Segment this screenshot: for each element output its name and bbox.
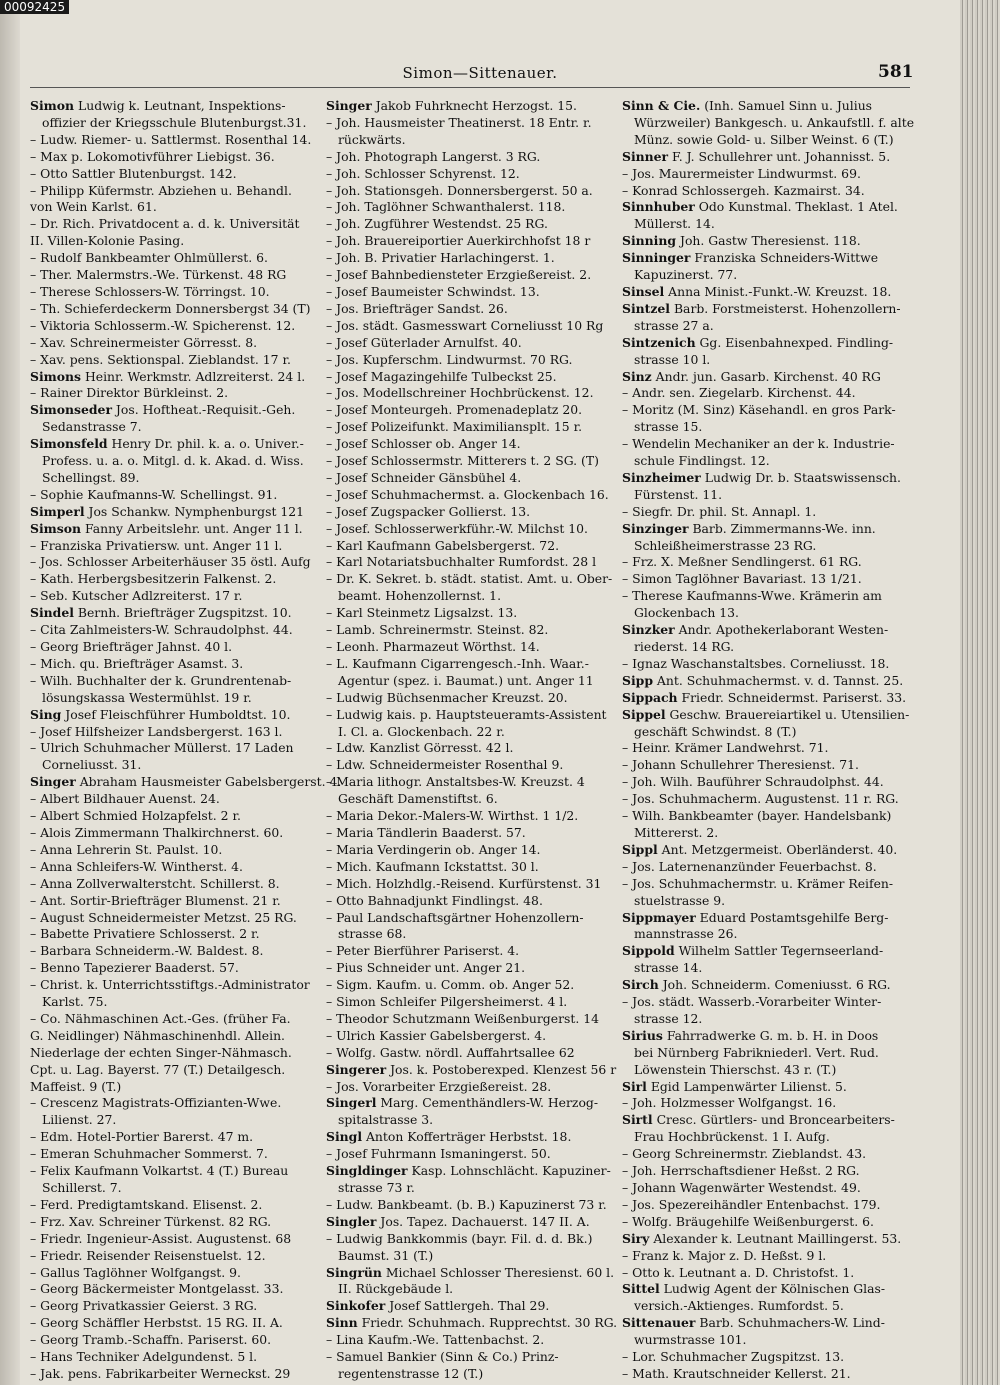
directory-entry-line: – Simon Schleifer Pilgersheimerst. 4 l. (326, 994, 568, 1010)
directory-entry-line: Sinkofer Josef Sattlergeh. Thal 29. (326, 1298, 550, 1314)
directory-entry-line: Singrün Michael Schlosser Theresienst. 60 l. (326, 1264, 615, 1280)
directory-entry-line: – Franz k. Major z. D. Heßst. 9 l. (622, 1247, 827, 1263)
directory-entry-line: – Josef Schlosser ob. Anger 14. (326, 436, 521, 452)
directory-entry-line: – Wolfg. Gastw. nördl. Auffahrtsallee 62 (326, 1044, 575, 1060)
directory-entry-line: – Crescenz Magistrats-Offizianten-Wwe. (30, 1095, 282, 1111)
directory-entry-line: – Karl Steinmetz Ligsalzst. 13. (326, 605, 518, 621)
directory-entry-line: versich.-Aktienges. Rumfordst. 5. (634, 1298, 844, 1314)
image-id-label: 00092425 (0, 0, 69, 14)
column-3 (622, 98, 917, 1381)
directory-entry-line: – Otto Bahnadjunkt Findlingst. 48. (326, 892, 543, 908)
directory-entry-line: Maffeist. 9 (T.) (30, 1078, 122, 1094)
directory-entry-line: – Jak. pens. Fabrikarbeiter Werneckst. 29 (30, 1365, 291, 1381)
directory-entry-line: Schleißheimerstrasse 23 RG. (634, 537, 817, 553)
directory-entry-line: Sinzheimer Ludwig Dr. b. Staatswissensch. (622, 469, 901, 485)
directory-entry-line: spitalstrasse 3. (338, 1112, 434, 1128)
directory-entry-line: – Samuel Bankier (Sinn & Co.) Prinz- (326, 1349, 559, 1365)
directory-entry-line: – Babette Privatiere Schlosserst. 2 r. (30, 926, 260, 942)
directory-entry-line: Singldinger Kasp. Lohnschlächt. Kapuziner- (326, 1163, 611, 1179)
directory-entry-line: mannstrasse 26. (634, 926, 738, 942)
directory-entry-line: – Lor. Schuhmacher Zugspitzst. 13. (622, 1349, 845, 1365)
directory-entry-line: – Viktoria Schlosserm.-W. Spicherenst. 12. (30, 317, 296, 333)
directory-entry-line: – Hans Techniker Adelgundenst. 5 l. (30, 1349, 258, 1365)
directory-entry-line: Sinzinger Barb. Zimmermanns-We. inn. (622, 520, 876, 536)
directory-entry-line: Profess. u. a. o. Mitgl. d. k. Akad. d. Wiss. (42, 453, 304, 469)
directory-entry-line: – Moritz (M. Sinz) Käsehandl. en gros Park- (622, 402, 896, 418)
directory-entry-line: – Frz. Xav. Schreiner Türkenst. 82 RG. (30, 1213, 272, 1229)
directory-entry-line: – Josef Monteurgeh. Promenadeplatz 20. (326, 402, 583, 418)
directory-entry-line: – Jos. Spezereihändler Entenbachst. 179. (622, 1196, 881, 1212)
directory-entry-line: – Joh. Stationsgeh. Donnersbergerst. 50 a. (326, 182, 593, 198)
directory-entry-line: – Maria Verdingerin ob. Anger 14. (326, 841, 541, 857)
directory-entry-line: – Ludwig Büchsenmacher Kreuzst. 20. (326, 689, 568, 705)
directory-entry-line: Löwenstein Thierschst. 43 r. (T.) (634, 1061, 837, 1077)
directory-entry-line: – Sigm. Kaufm. u. Comm. ob. Anger 52. (326, 977, 575, 993)
directory-entry-line: Geschäft Damenstiftst. 6. (338, 791, 498, 807)
directory-entry-line: beamt. Hohenzollernst. 1. (338, 588, 502, 604)
directory-entry-line: – Maria lithogr. Anstaltsbes-W. Kreuzst. 4 (326, 774, 585, 790)
directory-entry-line: Simonsfeld Henry Dr. phil. k. a. o. Univer.- (30, 436, 304, 452)
directory-entry-line: – Leonh. Pharmazeut Wörthst. 14. (326, 639, 540, 654)
directory-entry-line: – Friedr. Reisender Reisenstuelst. 12. (30, 1247, 266, 1263)
directory-entry-line: Mittererst. 2. (634, 824, 719, 840)
directory-entry-line: – Jos. Schuhmacherm. Augustenst. 11 r. RG. (622, 791, 899, 807)
directory-entry-line: G. Neidlinger) Nähmaschinenhdl. Allein. (30, 1027, 285, 1043)
directory-entry-line: Sinzker Andr. Apothekerlaborant Westen- (622, 622, 889, 638)
directory-entry-line: – Theodor Schutzmann Weißenburgerst. 14 (326, 1010, 599, 1026)
directory-entry-line: schule Findlingst. 12. (634, 453, 770, 469)
directory-entry-line: bei Nürnberg Fabrikniederl. Vert. Rud. (634, 1044, 879, 1060)
directory-entry-line: geschäft Schwindst. 8 (T.) (634, 723, 797, 739)
directory-entry-line: Sinninger Franziska Schneiders-Wittwe (622, 250, 879, 266)
directory-entry-line: – Mich. Holzhdlg.-Reisend. Kurfürstenst. 31 (326, 875, 602, 891)
directory-entry-line: – Josef Zugspacker Gollierst. 13. (326, 503, 531, 519)
directory-entry-line: Glockenbach 13. (634, 605, 739, 621)
directory-entry-line: Sedanstrasse 7. (42, 419, 142, 435)
directory-entry-line: Schillerst. 7. (42, 1180, 122, 1195)
directory-entry-line: – Ther. Malermstrs.-We. Türkenst. 48 RG (30, 267, 287, 283)
directory-entry-line: – L. Kaufmann Cigarrengesch.-Inh. Waar.- (326, 655, 589, 671)
directory-entry-line: – Mich. qu. Briefträger Asamst. 3. (30, 655, 244, 671)
directory-entry-line: Würzweiler) Bankgesch. u. Ankaufstll. f. alte (634, 114, 915, 130)
directory-entry-line: – Paul Landschaftsgärtner Hohenzollern- (326, 909, 584, 925)
directory-entry-line: – Dr. Rich. Privatdocent a. d. k. Universität (30, 216, 300, 232)
directory-entry-line: Sipp Ant. Schuhmachermst. v. d. Tannst. 25. (622, 672, 904, 688)
directory-entry-line: – Georg Schreinermstr. Zieblandst. 43. (622, 1146, 867, 1162)
directory-entry-line: Sinz Andr. jun. Gasarb. Kirchenst. 40 RG (622, 368, 881, 384)
directory-entry-line: – Ldw. Kanzlist Görresst. 42 l. (326, 740, 514, 756)
directory-entry-line: Singl Anton Kofferträger Herbstst. 18. (326, 1129, 572, 1145)
directory-entry-line: – Wolfg. Bräugehilfe Weißenburgerst. 6. (622, 1213, 874, 1229)
directory-entry-line: – Simon Taglöhner Bavariast. 13 1/21. (622, 571, 862, 587)
directory-entry-line: – Josef Hilfsheizer Landsbergerst. 163 l. (30, 723, 283, 739)
directory-entry-line: – Josef Bahnbediensteter Erzgießereist. 2. (326, 267, 592, 283)
directory-entry-line: – Xav. Schreinermeister Görresst. 8. (30, 334, 258, 350)
directory-entry-line: – Johann Wagenwärter Westendst. 49. (622, 1180, 861, 1195)
directory-entry-line: – Albert Bildhauer Auenst. 24. (30, 791, 220, 807)
directory-entry-line: – Otto k. Leutnant a. D. Christofst. 1. (622, 1264, 855, 1280)
directory-entry-line: – Ferd. Predigtamtskand. Elisenst. 2. (30, 1196, 263, 1212)
directory-entry-line: – Therese Kaufmanns-Wwe. Krämerin am (622, 588, 882, 604)
directory-entry-line: Simons Heinr. Werkmstr. Adlzreiterst. 24 l. (30, 368, 306, 384)
directory-entry-line: – Anna Lehrerin St. Paulst. 10. (30, 841, 223, 857)
header-rule (30, 87, 910, 88)
directory-entry-line: strasse 73 r. (338, 1180, 415, 1195)
directory-entry-line: Sippold Wilhelm Sattler Tegernseerland- (622, 943, 884, 959)
directory-entry-line: strasse 12. (634, 1010, 703, 1026)
directory-entry-line: – Ludw. Bankbeamt. (b. B.) Kapuzinerst 73 r. (326, 1196, 607, 1212)
directory-entry-line: – Lamb. Schreinermstr. Steinst. 82. (326, 622, 549, 638)
directory-entry-line: – Georg Privatkassier Geierst. 3 RG. (30, 1298, 258, 1314)
directory-entry-line: – Josef Schlossermstr. Mitterers t. 2 SG. (T) (326, 453, 599, 469)
directory-entry-line: Simson Fanny Arbeitslehr. unt. Anger 11 l. (30, 520, 303, 536)
directory-entry-line: riederst. 14 RG. (634, 639, 735, 654)
directory-entry-line: – Mich. Kaufmann Ickstattst. 30 l. (326, 858, 539, 874)
directory-entry-line: – Josef Fuhrmann Ismaningerst. 50. (326, 1146, 551, 1162)
directory-entry-line: strasse 27 a. (634, 317, 714, 333)
directory-entry-line: – Kath. Herbergsbesitzerin Falkenst. 2. (30, 571, 277, 587)
directory-entry-line: Sindel Bernh. Briefträger Zugspitzst. 10. (30, 605, 292, 621)
directory-entry-line: – Wilh. Buchhalter der k. Grundrentenab- (30, 672, 292, 688)
directory-entry-line: regentenstrasse 12 (T.) (338, 1365, 484, 1381)
directory-entry-line: – Edm. Hotel-Portier Barerst. 47 m. (30, 1129, 254, 1145)
directory-entry-line: – Seb. Kutscher Adlzreiterst. 17 r. (30, 588, 243, 604)
directory-entry-line: Lilienst. 27. (42, 1112, 117, 1128)
directory-entry-line: – Felix Kaufmann Volkartst. 4 (T.) Bureau (30, 1163, 289, 1179)
directory-entry-line: – Benno Tapezierer Baaderst. 57. (30, 960, 239, 976)
directory-entry-line: wurmstrasse 101. (634, 1332, 747, 1348)
directory-entry-line: Simonseder Jos. Hoftheat.-Requisit.-Geh. (30, 402, 296, 418)
directory-entry-line: Sing Josef Fleischführer Humboldtst. 10. (30, 706, 291, 722)
directory-entry-line: – Georg Briefträger Jahnst. 40 l. (30, 639, 233, 654)
directory-entry-line: II. Rückgebäude l. (338, 1281, 454, 1297)
directory-entry-line: Singerer Jos. k. Postoberexped. Klenzest 56 r (326, 1061, 617, 1077)
directory-entry-line: – Anna Schleifers-W. Wintherst. 4. (30, 858, 243, 874)
directory-entry-line: Sippach Friedr. Schneidermst. Pariserst. 33. (622, 689, 907, 705)
directory-entry-line: – Pius Schneider unt. Anger 21. (326, 960, 526, 976)
directory-entry-line: – Jos. städt. Gasmesswart Corneliusst 10 Rg (326, 317, 604, 333)
directory-entry-line: – Rainer Direktor Bürkleinst. 2. (30, 385, 229, 401)
directory-entry-line: – Joh. Zugführer Westendst. 25 RG. (326, 216, 548, 232)
directory-entry-line: strasse 68. (338, 926, 407, 942)
directory-entry-line: – Otto Sattler Blutenburgst. 142. (30, 165, 237, 181)
directory-entry-line: – Joh. Herrschaftsdiener Heßst. 2 RG. (622, 1163, 860, 1179)
directory-entry-line: Sinnhuber Odo Kunstmal. Theklast. 1 Atel. (622, 199, 898, 215)
directory-entry-line: Kapuzinerst. 77. (634, 267, 738, 283)
directory-entry-line: – Albert Schmied Holzapfelst. 2 r. (30, 808, 241, 824)
directory-entry-line: – Georg Tramb.-Schaffn. Pariserst. 60. (30, 1332, 272, 1348)
directory-entry-line: – Max p. Lokomotivführer Liebigst. 36. (30, 148, 275, 164)
directory-entry-line: – Georg Schäffler Herbstst. 15 RG. II. A. (30, 1315, 283, 1331)
directory-entry-line: – Gallus Taglöhner Wolfgangst. 9. (30, 1264, 241, 1280)
directory-entry-line: – Josef Schuhmachermst. a. Glockenbach 16. (326, 486, 609, 502)
directory-entry-line: – Joh. Taglöhner Schwanthalerst. 118. (326, 199, 566, 215)
directory-entry-line: – Jos. Vorarbeiter Erzgießereist. 28. (326, 1078, 552, 1094)
directory-entry-line: Sintzenich Gg. Eisenbahnexped. Findling- (622, 334, 894, 350)
directory-entry-line: – Josef. Schlosserwerkführ.-W. Milchst 10. (326, 520, 588, 536)
directory-entry-line: Frau Hochbrückenst. 1 I. Aufg. (634, 1129, 830, 1145)
page-number: 581 (878, 62, 914, 82)
directory-entry-line: Schellingst. 89. (42, 469, 140, 485)
directory-entry-line: – Dr. K. Sekret. b. städt. statist. Amt. u. Ober- (326, 571, 613, 587)
directory-entry-line: – Friedr. Ingenieur-Assist. Augustenst. 68 (30, 1230, 292, 1246)
directory-entry-line: Simperl Jos Schankw. Nymphenburgst 121 (30, 503, 305, 519)
directory-entry-line: – Jos. städt. Wasserb.-Vorarbeiter Winter- (622, 994, 882, 1010)
directory-entry-line: – Siegfr. Dr. phil. St. Annapl. 1. (622, 503, 817, 519)
directory-entry-line: – Jos. Laternenanzünder Feuerbachst. 8. (622, 858, 877, 874)
directory-entry-line: Sippl Ant. Metzgermeist. Oberländerst. 40. (622, 841, 898, 857)
directory-entry-line: – Philipp Küfermstr. Abziehen u. Behandl. (30, 182, 292, 198)
directory-entry-line: – Karl Notariatsbuchhalter Rumfordst. 28 l (326, 554, 597, 570)
directory-entry-line: – Andr. sen. Ziegelarb. Kirchenst. 44. (622, 385, 856, 401)
directory-entry-line: – Josef Baumeister Schwindst. 13. (326, 283, 540, 299)
directory-entry-line: – Christ. k. Unterrichtsstiftgs.-Administrator (30, 977, 310, 993)
directory-entry-line: Sippel Geschw. Brauereiartikel u. Utensilien- (622, 706, 910, 722)
directory-entry-line: – Joh. Hausmeister Theatinerst. 18 Entr. r. (326, 114, 592, 130)
directory-entry-line: Agentur (spez. i. Baumat.) unt. Anger 11 (338, 672, 594, 688)
directory-entry-line: – Jos. Schuhmachermstr. u. Krämer Reifen- (622, 875, 894, 891)
directory-entry-line: – Joh. Wilh. Bauführer Schraudolphst. 44. (622, 774, 884, 790)
binding-gutter (0, 14, 20, 1385)
running-head: Simon—Sittenauer. (402, 64, 558, 82)
directory-entry-line: – Joh. Photograph Langerst. 3 RG. (326, 148, 541, 164)
directory-entry-line: Sinn Friedr. Schuhmach. Rupprechtst. 30 RG. (326, 1315, 618, 1331)
directory-entry-line: II. Villen-Kolonie Pasing. (30, 233, 185, 249)
column-2 (326, 98, 621, 1381)
directory-entry-line: Niederlage der echten Singer-Nähmasch. (30, 1044, 292, 1060)
directory-entry-line: – Josef Güterlader Arnulfst. 40. (326, 334, 522, 350)
directory-entry-line: Sirtl Cresc. Gürtlers- und Broncearbeiters- (622, 1112, 895, 1128)
directory-entry-line: Singer Abraham Hausmeister Gabelsbergerst. 4. (30, 774, 342, 790)
directory-entry-line: Sirl Egid Lampenwärter Lilienst. 5. (622, 1078, 847, 1094)
directory-entry-line: Corneliusst. 31. (42, 757, 142, 773)
directory-entry-line: stuelstrasse 9. (634, 892, 726, 908)
directory-entry-line: – Jos. Schlosser Arbeiterhäuser 35 östl. Aufg (30, 554, 311, 570)
directory-entry-line: – Jos. Modellschreiner Hochbrückenst. 12. (326, 385, 594, 401)
directory-entry-line: Simon Ludwig k. Leutnant, Inspektions- (30, 98, 286, 113)
directory-entry-line: – Ant. Sortir-Briefträger Blumenst. 21 r. (30, 892, 281, 908)
directory-entry-line: Karlst. 75. (42, 994, 108, 1010)
directory-entry-line: – Ldw. Schneidermeister Rosenthal 9. (326, 757, 564, 773)
directory-entry-line: – Ludw. Riemer- u. Sattlermst. Rosenthal 14. (30, 131, 312, 147)
directory-entry-line: – Josef Schneider Gänsbühel 4. (326, 469, 522, 485)
directory-entry-line: – Ulrich Kassier Gabelsbergerst. 4. (326, 1027, 547, 1043)
directory-entry-line: Singler Jos. Tapez. Dachauerst. 147 II. A. (326, 1213, 590, 1229)
directory-entry-line: – Xav. pens. Sektionspal. Zieblandst. 17 r. (30, 351, 291, 367)
directory-entry-line: Cpt. u. Lag. Bayerst. 77 (T.) Detailgesch. (30, 1061, 286, 1077)
directory-entry-line: – Johann Schullehrer Theresienst. 71. (622, 757, 859, 773)
directory-entry-line: – Joh. Holzmesser Wolfgangst. 16. (622, 1095, 837, 1111)
directory-entry-line: – Frz. X. Meßner Sendlingerst. 61 RG. (622, 554, 862, 570)
directory-entry-line: rückwärts. (338, 131, 406, 147)
directory-entry-line: Singer Jakob Fuhrknecht Herzogst. 15. (326, 98, 577, 113)
directory-entry-line: Sintzel Barb. Forstmeisterst. Hohenzollern- (622, 300, 901, 316)
directory-entry-line: Sittenauer Barb. Schuhmachers-W. Lind- (622, 1315, 885, 1331)
directory-entry-line: offizier der Kriegsschule Blutenburgst.31. (42, 114, 307, 130)
column-1 (30, 98, 342, 1381)
directory-entry-line: strasse 10 l. (634, 351, 711, 367)
directory-entry-line: – Anna Zollverwalterstcht. Schillerst. 8. (30, 875, 280, 891)
directory-entry-line: – Emeran Schuhmacher Sommerst. 7. (30, 1146, 268, 1162)
directory-entry-line: – Co. Nähmaschinen Act.-Ges. (früher Fa. (30, 1010, 291, 1026)
directory-entry-line: – Jos. Kupferschm. Lindwurmst. 70 RG. (326, 351, 573, 367)
directory-entry-line: – Jos. Maurermeister Lindwurmst. 69. (622, 165, 861, 181)
directory-entry-line: – Josef Polizeifunkt. Maximiliansplt. 15 r. (326, 419, 583, 435)
directory-entry-line: Sinsel Anna Minist.-Funkt.-W. Kreuzst. 18. (622, 283, 892, 299)
directory-entry-line: – Math. Krautschneider Kellerst. 21. (622, 1365, 851, 1381)
directory-entry-line: – Cita Zahlmeisters-W. Schraudolphst. 44. (30, 622, 293, 638)
directory-entry-line: Siry Alexander k. Leutnant Maillingerst. 53. (622, 1230, 902, 1246)
directory-entry-line: – Josef Magazingehilfe Tulbeckst 25. (326, 368, 557, 384)
directory-entry-line: – Alois Zimmermann Thalkirchnerst. 60. (30, 824, 284, 840)
directory-entry-line: – Ludwig Bankkommis (bayr. Fil. d. d. Bk.) (326, 1230, 593, 1246)
directory-entry-line: – Ludwig kais. p. Hauptsteueramts-Assistent (326, 706, 607, 722)
directory-entry-line: – Maria Tändlerin Baaderst. 57. (326, 824, 526, 840)
directory-entry-line: – Ulrich Schuhmacher Müllerst. 17 Laden (30, 740, 294, 756)
directory-entry-line: lösungskassa Westermühlst. 19 r. (42, 689, 252, 705)
directory-entry-line: – Joh. B. Privatier Harlachingerst. 1. (326, 250, 555, 266)
directory-entry-line: I. Cl. a. Glockenbach. 22 r. (338, 723, 505, 739)
directory-entry-line: Sippmayer Eduard Postamtsgehilfe Berg- (622, 909, 889, 925)
directory-entry-line: – August Schneidermeister Metzst. 25 RG. (30, 909, 297, 925)
directory-entry-line: – Therese Schlossers-W. Törringst. 10. (30, 283, 270, 299)
directory-entry-line: Sinning Joh. Gastw Theresienst. 118. (622, 233, 861, 249)
directory-entry-line: – Wilh. Bankbeamter (bayer. Handelsbank) (622, 808, 892, 824)
directory-entry-line: Sinn & Cie. (Inh. Samuel Sinn u. Julius (622, 98, 873, 113)
directory-entry-line: – Sophie Kaufmanns-W. Schellingst. 91. (30, 486, 278, 502)
page-stack-edge (960, 0, 1000, 1385)
directory-entry-line: – Lina Kaufm.-We. Tattenbachst. 2. (326, 1332, 545, 1348)
directory-entry-line: Müllerst. 14. (634, 216, 715, 232)
directory-entry-line: Münz. sowie Gold- u. Silber Weinst. 6 (T.) (634, 131, 894, 147)
directory-entry-line: – Joh. Schlosser Schyrenst. 12. (326, 165, 520, 181)
directory-entry-line: Baumst. 31 (T.) (338, 1247, 434, 1263)
directory-entry-line: Singerl Marg. Cementhändlers-W. Herzog- (326, 1095, 599, 1111)
directory-entry-line: – Wendelin Mechaniker an der k. Industrie- (622, 436, 895, 452)
directory-entry-line: Sinner F. J. Schullehrer unt. Johannisst. 5. (622, 148, 891, 164)
directory-entry-line: strasse 14. (634, 960, 703, 976)
directory-entry-line: – Jos. Briefträger Sandst. 26. (326, 300, 508, 316)
directory-entry-line: – Georg Bäckermeister Montgelasst. 33. (30, 1281, 284, 1297)
directory-entry-line: – Heinr. Krämer Landwehrst. 71. (622, 740, 829, 756)
directory-entry-line: – Maria Dekor.-Malers-W. Wirthst. 1 1/2. (326, 808, 579, 824)
directory-entry-line: – Konrad Schlossergeh. Kazmairst. 34. (622, 182, 865, 198)
directory-entry-line: – Ignaz Waschanstaltsbes. Corneliusst. 18. (622, 655, 890, 671)
directory-entry-line: – Th. Schieferdeckerm Donnersbergst 34 (T) (30, 300, 311, 316)
directory-entry-line: Sittel Ludwig Agent der Kölnischen Glas- (622, 1281, 886, 1297)
directory-entry-line: – Barbara Schneiderm.-W. Baldest. 8. (30, 943, 264, 959)
directory-entry-line: strasse 15. (634, 419, 703, 435)
directory-entry-line: – Rudolf Bankbeamter Ohlmüllerst. 6. (30, 250, 268, 266)
directory-entry-line: – Peter Bierführer Pariserst. 4. (326, 943, 520, 959)
directory-entry-line: – Karl Kaufmann Gabelsbergerst. 72. (326, 537, 560, 553)
directory-entry-line: – Franziska Privatiersw. unt. Anger 11 l. (30, 537, 283, 553)
directory-entry-line: von Wein Karlst. 61. (30, 199, 157, 215)
directory-entry-line: Sirch Joh. Schneiderm. Comeniusst. 6 RG. (622, 977, 891, 993)
directory-entry-line: Fürstenst. 11. (634, 486, 723, 502)
directory-entry-line: Sirius Fahrradwerke G. m. b. H. in Doos (622, 1027, 879, 1043)
directory-entry-line: – Joh. Brauereiportier Auerkirchhofst 18 r (326, 233, 591, 249)
